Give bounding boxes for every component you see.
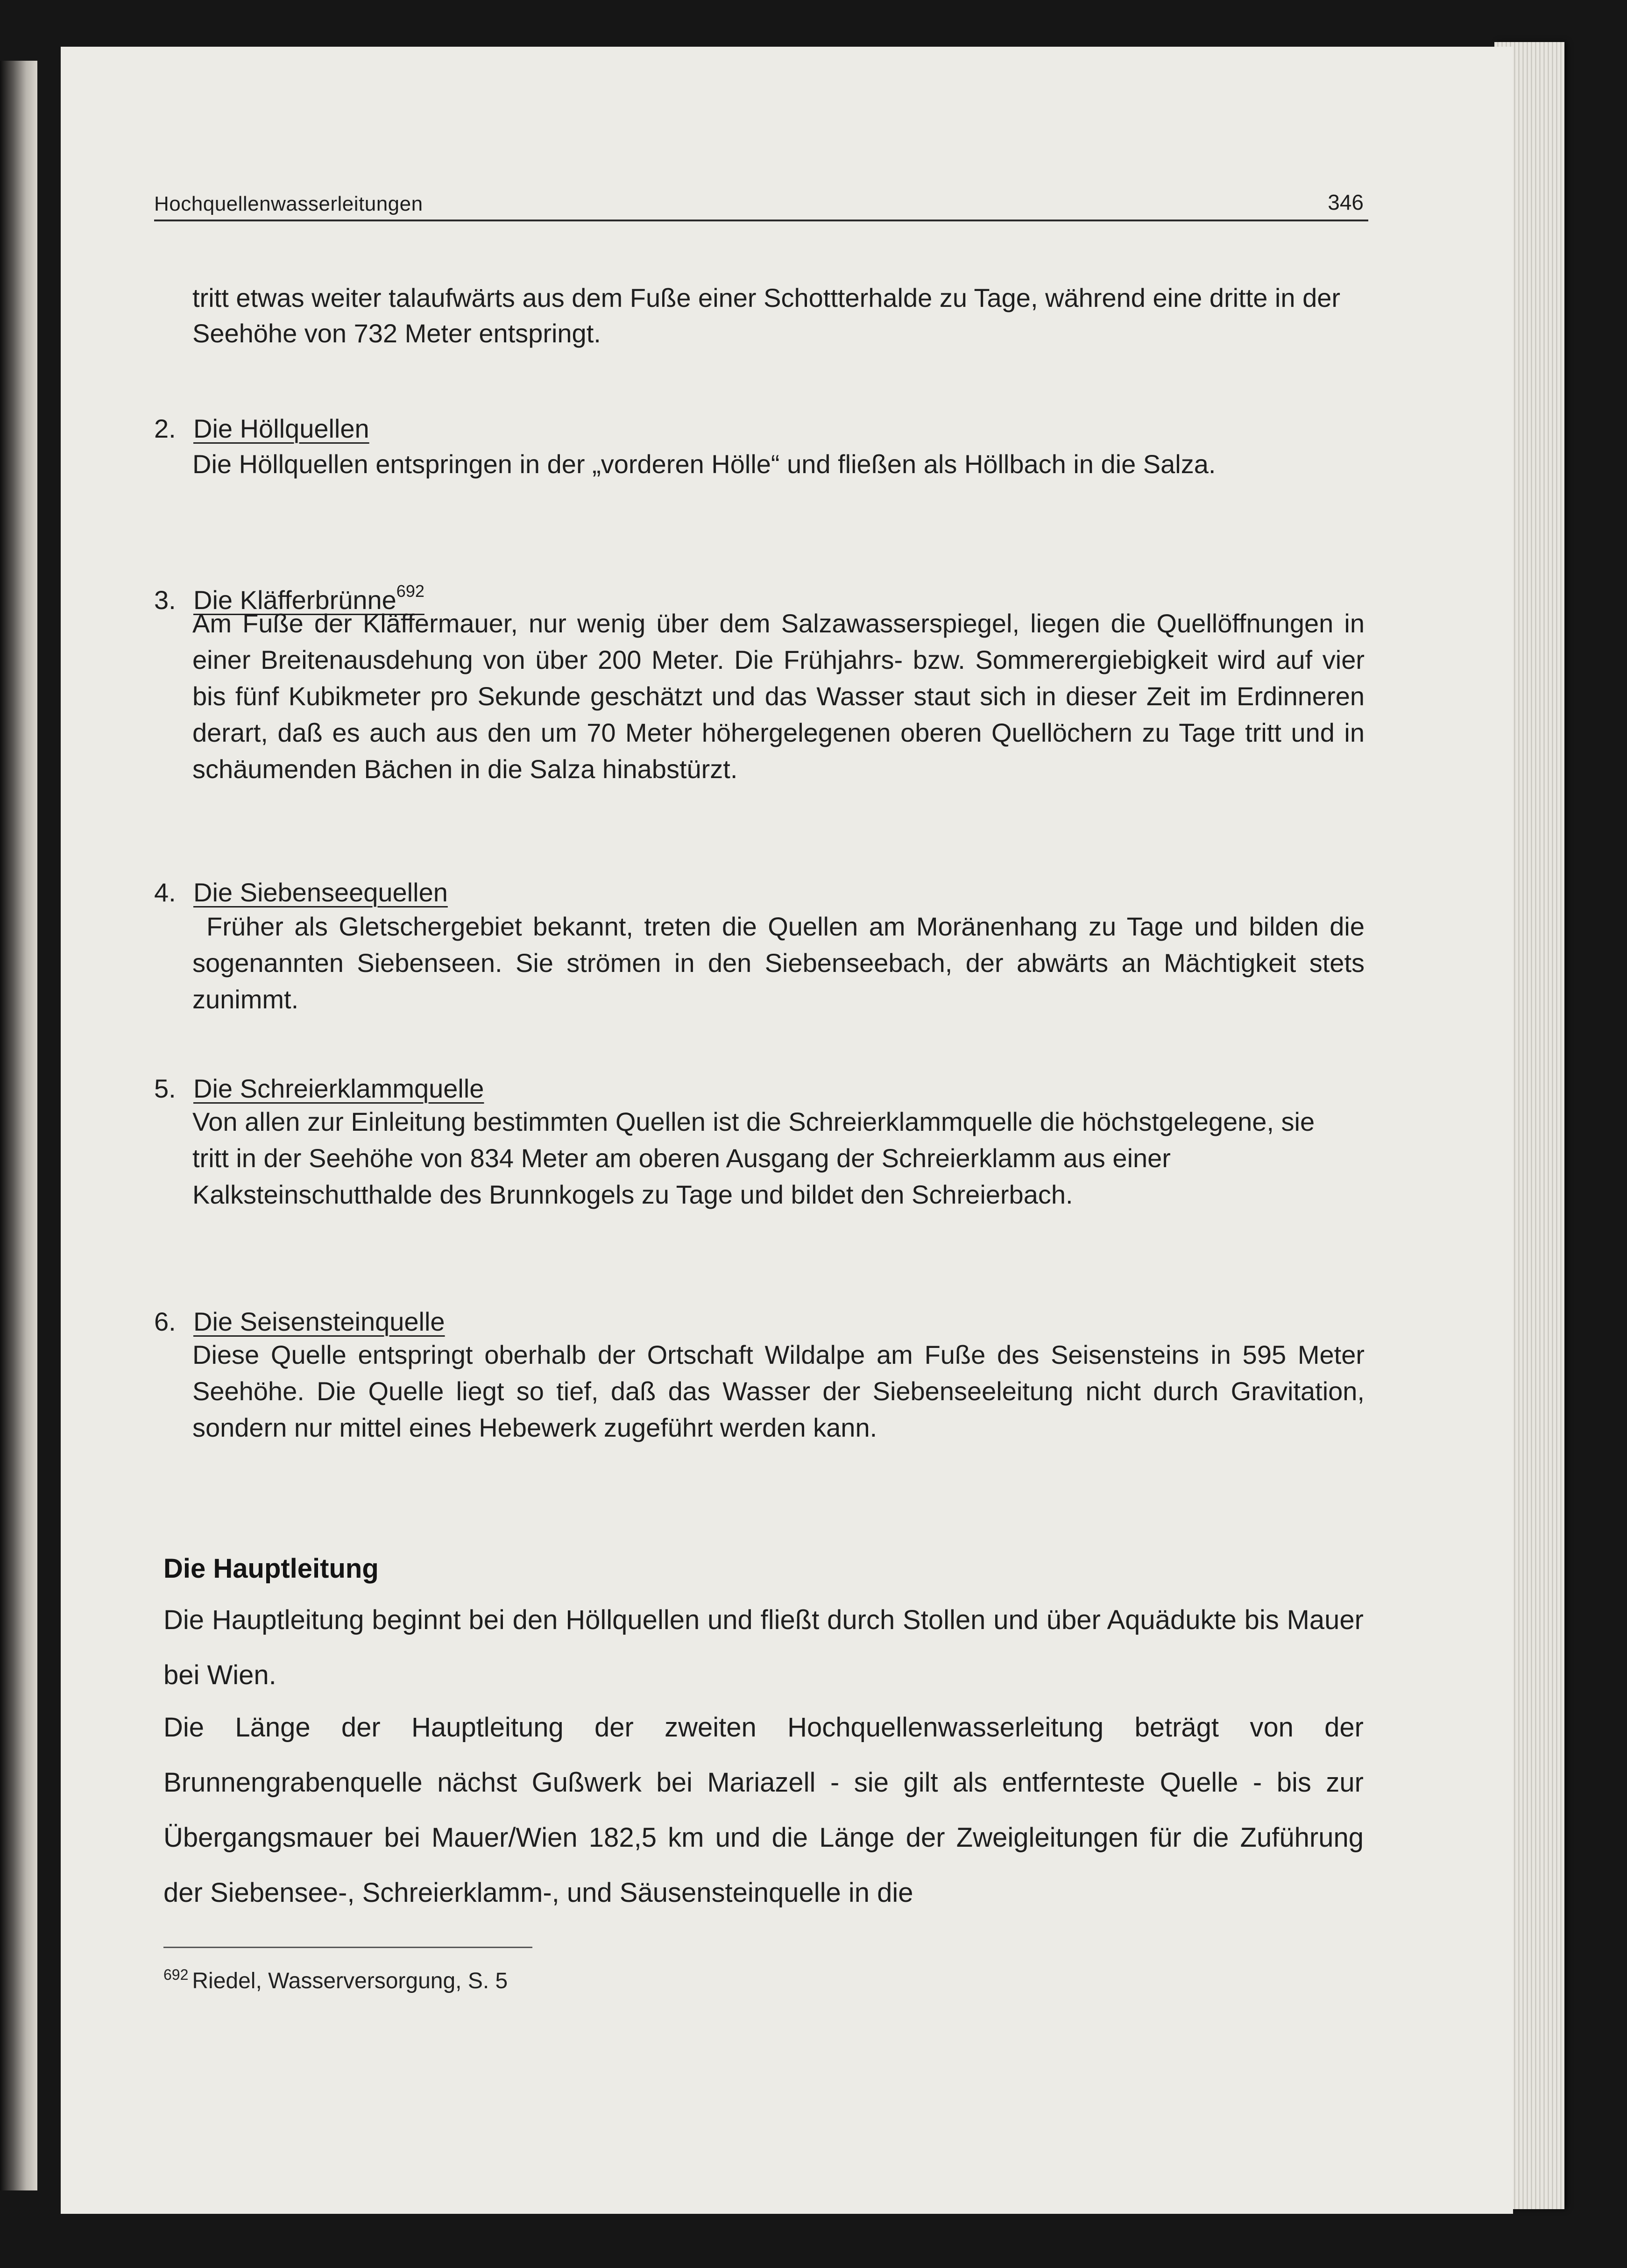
running-title: Hochquellenwasserleitungen bbox=[154, 192, 423, 215]
list-item-body: Von allen zur Einleitung bestimmten Quellen ist die Schreierklammquelle die höchstgelegene, sie tritt in der Seehöhe von 834 Meter am oberen Ausgang der Schreierklamm aus einer Kalksteinschutthalde des Brunnkogels zu Tage und bildet den Schreierbach. bbox=[192, 1107, 1315, 1209]
list-item-heading bbox=[154, 1071, 484, 1106]
list-item-body: Die Höllquellen entspringen in der „vorderen Hölle“ und fließen als Höllbach in die Salza. bbox=[192, 449, 1216, 479]
list-item-body: Früher als Gletschergebiet bekannt, treten die Quellen am Moränenhang zu Tage und bilden die sogenannten Siebenseen. Sie strömen in den Siebenseebach, der abwärts an Mächtigkeit stets zunimmt. bbox=[192, 912, 1365, 1014]
running-header bbox=[154, 191, 1368, 221]
list-item-body: Diese Quelle entspringt oberhalb der Ortschaft Wildalpe am Fuße des Seisensteins in 595 Meter Seehöhe. Die Quelle liegt so tief, daß das Wasser der Siebenseeleitung nicht durch Gravitation, sondern nur mittel eines Hebewerk zugeführt werden kann. bbox=[192, 1340, 1365, 1442]
list-item-title-text: Die Kläfferbrünne bbox=[193, 585, 396, 615]
footnote-ref: 692 bbox=[396, 581, 424, 601]
footnote-text: Riedel, Wasserversorgung, S. 5 bbox=[192, 1969, 508, 1993]
intro-paragraph: tritt etwas weiter talaufwärts aus dem Fuße einer Schottterhalde zu Tage, während eine dritte in der Seehöhe von 732 Meter entspringt. bbox=[192, 283, 1341, 348]
footnote bbox=[163, 1966, 508, 1994]
list-item-number: 6. bbox=[154, 1307, 176, 1336]
section-paragraph: Die Hauptleitung beginnt bei den Höllquellen und fließt durch Stollen und über Aquädukte bis Mauer bei Wien. bbox=[163, 1605, 1364, 1690]
list-item-title: Die Siebenseequellen bbox=[193, 878, 448, 907]
page-number: 346 bbox=[1328, 190, 1364, 214]
section-heading: Die Hauptleitung bbox=[163, 1553, 379, 1584]
list-item-heading bbox=[154, 1304, 445, 1340]
section-paragraph: Die Länge der Hauptleitung der zweiten Hochquellenwasserleitung beträgt von der Brunnengrabenquelle nächst Gußwerk bei Mariazell - sie gilt als entfernteste Quelle - bis zur Übergangsmauer bei Mauer/Wien 182,5 km und die Länge der Zweigleitungen für die Zuführung der Siebensee-, Schreierklamm-, und Säusensteinquelle in die bbox=[163, 1712, 1364, 1908]
list-item-heading bbox=[154, 875, 448, 910]
list-item-number: 5. bbox=[154, 1074, 176, 1103]
list-item-number: 2. bbox=[154, 414, 176, 443]
left-page-edge bbox=[0, 61, 37, 2190]
list-item-title: Die Höllquellen bbox=[193, 414, 369, 443]
list-item-number: 3. bbox=[154, 585, 176, 615]
list-item-number: 4. bbox=[154, 878, 176, 907]
list-item-title: Die Seisensteinquelle bbox=[193, 1307, 445, 1336]
footnote-divider bbox=[163, 1947, 532, 1948]
list-item-title: Die Schreierklammquelle bbox=[193, 1074, 484, 1103]
list-item-heading bbox=[154, 411, 369, 447]
footnote-number: 692 bbox=[163, 1966, 189, 1983]
list-item-body: Am Fuße der Kläffermauer, nur wenig über dem Salzawasserspiegel, liegen die Quellöffnungen in einer Breitenausdehung von über 200 Meter. Die Frühjahrs- bzw. Sommerergiebigkeit wird auf vier bis fünf Kubikmeter pro Sekunde geschätzt und das Wasser staut sich in dieser Zeit im Erdinneren derart, daß es auch aus den um 70 Meter höhergelegenen oberen Quellöchern zu Tage tritt und in schäumenden Bächen in die Salza hinabstürzt. bbox=[192, 609, 1365, 784]
